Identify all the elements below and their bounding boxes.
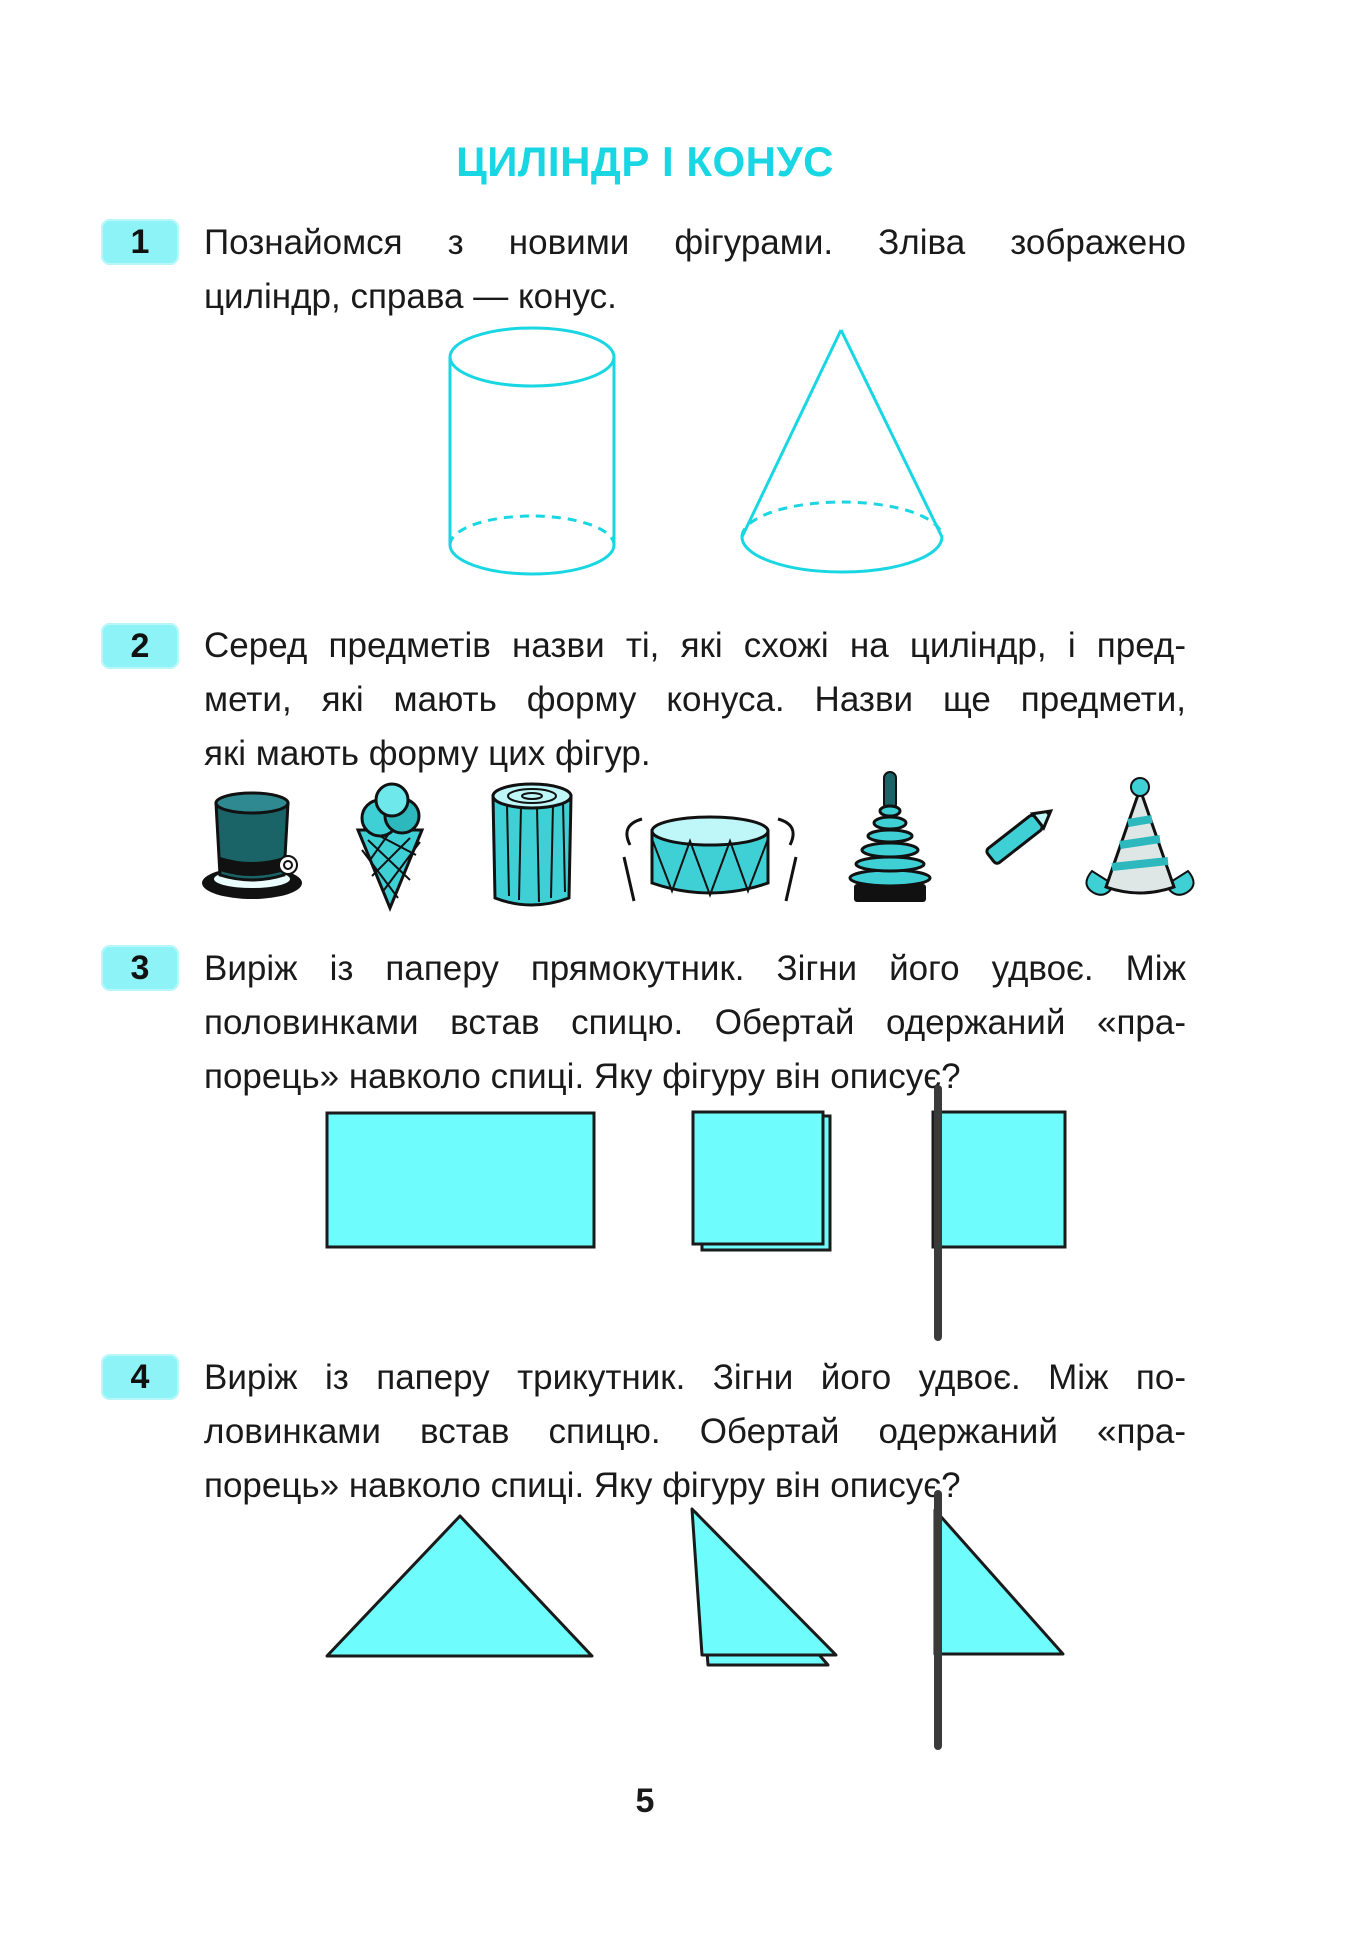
triangle-flag-on-needle bbox=[925, 1490, 1070, 1750]
task-line: мети, які мають форму конуса. Назви ще предмети, bbox=[204, 680, 1186, 719]
task-line: Виріж із паперу трикутник. Зігни його удвоє. Між по- bbox=[204, 1358, 1186, 1397]
task-text bbox=[204, 216, 1186, 324]
ice-cream-cone-icon bbox=[350, 780, 430, 910]
folded-rectangle-shape bbox=[690, 1110, 835, 1255]
pencil-icon bbox=[975, 800, 1065, 870]
cone-figure bbox=[735, 325, 955, 605]
task-line: циліндр, справа — конус. bbox=[204, 277, 617, 316]
triangle-shape bbox=[322, 1510, 602, 1660]
task-line: Серед предметів назви ті, які схожі на циліндр, і пред- bbox=[204, 626, 1186, 665]
task-text bbox=[204, 619, 1186, 781]
rectangle-flag-on-needle bbox=[925, 1085, 1070, 1340]
ring-pyramid-toy-icon bbox=[840, 772, 940, 907]
folded-triangle-shape bbox=[688, 1505, 843, 1670]
cylinder-figure bbox=[440, 325, 640, 605]
task-number-badge: 2 bbox=[101, 623, 179, 669]
tree-stump-icon bbox=[487, 780, 577, 910]
task-line: Виріж із паперу прямокутник. Зігни його удвоє. Між bbox=[204, 949, 1186, 988]
task-line: які мають форму цих фігур. bbox=[204, 734, 651, 773]
task-line: порець» навколо спиці. Яку фігуру він описує? bbox=[204, 1057, 961, 1096]
task-number-badge: 1 bbox=[101, 219, 179, 265]
drum-icon bbox=[620, 805, 800, 905]
task-number-badge: 4 bbox=[101, 1354, 179, 1400]
top-hat-icon bbox=[200, 785, 310, 905]
task-text bbox=[204, 1351, 1186, 1513]
task-line: половинками встав спицю. Обертай одержаний «пра- bbox=[204, 1003, 1186, 1042]
task-number-badge: 3 bbox=[101, 945, 179, 991]
page-title: ЦИЛІНДР І КОНУС bbox=[456, 138, 834, 185]
task-line: Познайомся з новими фігурами. Зліва зображено bbox=[204, 223, 1186, 262]
task-line: ловинками встав спицю. Обертай одержаний «пра- bbox=[204, 1412, 1186, 1451]
task-line: порець» навколо спиці. Яку фігуру він описує? bbox=[204, 1466, 961, 1505]
party-hat-icon bbox=[1080, 775, 1200, 910]
task-text bbox=[204, 942, 1186, 1104]
rectangle-shape bbox=[325, 1110, 600, 1250]
page-number: 5 bbox=[635, 1782, 655, 1820]
